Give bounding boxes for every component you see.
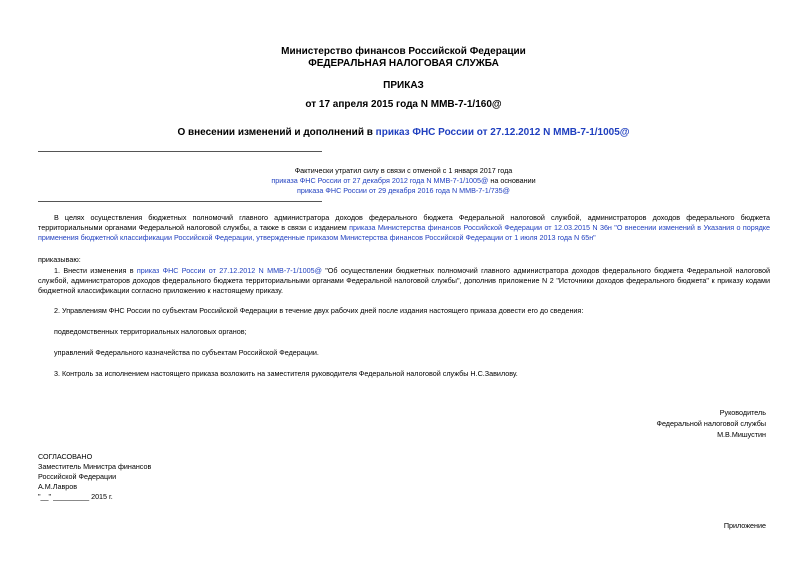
paragraph-item-2a: подведомственных территориальных налоговых органов; (54, 327, 247, 336)
note-divider (38, 201, 322, 202)
note-line-2 (0, 176, 807, 186)
item-1-text-b: "Об осуществлении бюджетных полномочий главного администратора доходов федерального бюджета Федеральной налоговой службой, администраторов доходов федерального бюджета территориальными органами Федеральной налоговой службы", дополнив приложение N 2 "Источники доходов федерального бюджета" к приказу кодами бюджетной классификации согласно приложению к настоящему приказу. (38, 266, 770, 295)
approval-org: Российской Федерации (38, 472, 117, 481)
paragraph-item-2b: управлений Федерального казначейства по субъектам Российской Федерации. (54, 348, 319, 357)
paragraph-order: приказываю: (38, 255, 81, 264)
doc-date-number: от 17 апреля 2015 года N ММВ-7-1/160@ (305, 99, 502, 110)
approval-date: "__" _________ 2015 г. (38, 492, 113, 501)
top-divider (38, 151, 322, 152)
item-1-link[interactable]: приказ ФНС России от 27.12.2012 N ММВ-7-1/1005@ (136, 266, 322, 275)
note-line-2-suffix: на основании (488, 176, 536, 185)
note-link-2[interactable]: приказа ФНС России от 29 декабря 2016 года N ММВ-7-1/735@ (297, 186, 510, 195)
paragraph-preamble (38, 213, 770, 243)
approval-name: А.М.Лавров (38, 482, 78, 491)
service-heading: ФЕДЕРАЛЬНАЯ НАЛОГОВАЯ СЛУЖБА (308, 58, 499, 69)
preamble-link[interactable]: приказа Министерства финансов Российской Федерации от 12.03.2015 N 36н "О внесении изменений в Указания о порядке применения бюджетной классификации Российской Федерации, утвержденные приказом Министерства финансов Российской Федерации от 1 июля 2013 года N 65н" (38, 223, 770, 242)
signature-name: М.В.Мишустин (717, 430, 766, 439)
preamble-text: В целях осуществления бюджетных полномочий главного администратора доходов федерального бюджета Федеральной налоговой службой, администраторов доходов федерального бюджета территориальными органами Федеральной налоговой службы, а также в связи с изданием (38, 213, 770, 232)
doc-title-prefix: О внесении изменений и дополнений в (177, 127, 376, 138)
paragraph-item-2: 2. Управлениям ФНС России по субъектам Российской Федерации в течение двух рабочих дней после издания настоящего приказа довести его до сведения: (54, 306, 584, 315)
item-1-text-a: 1. Внести изменения в (54, 266, 137, 275)
ministry-heading: Министерство финансов Российской Федерации (281, 46, 526, 57)
paragraph-item-1 (38, 266, 770, 296)
doc-title-link[interactable]: приказ ФНС России от 27.12.2012 N ММВ-7-1/1005@ (375, 127, 630, 138)
approval-position: Заместитель Министра финансов (38, 462, 152, 471)
note-link-1[interactable]: приказа ФНС России от 27 декабря 2012 года N ММВ-7-1/1005@ (271, 176, 489, 185)
note-line-1: Фактически утратил силу в связи с отменой с 1 января 2017 года (294, 166, 513, 175)
paragraph-item-3: 3. Контроль за исполнением настоящего приказа возложить на заместителя руководителя Федеральной налоговой службы Н.С.Завилову. (54, 369, 518, 378)
approval-heading: СОГЛАСОВАНО (38, 452, 93, 461)
note-line-3 (0, 186, 807, 196)
doc-type: ПРИКАЗ (383, 80, 424, 91)
doc-title (0, 127, 807, 139)
appendix-label: Приложение (723, 521, 766, 530)
signature-title: Руководитель (719, 408, 766, 417)
signature-org: Федеральной налоговой службы (656, 419, 766, 428)
